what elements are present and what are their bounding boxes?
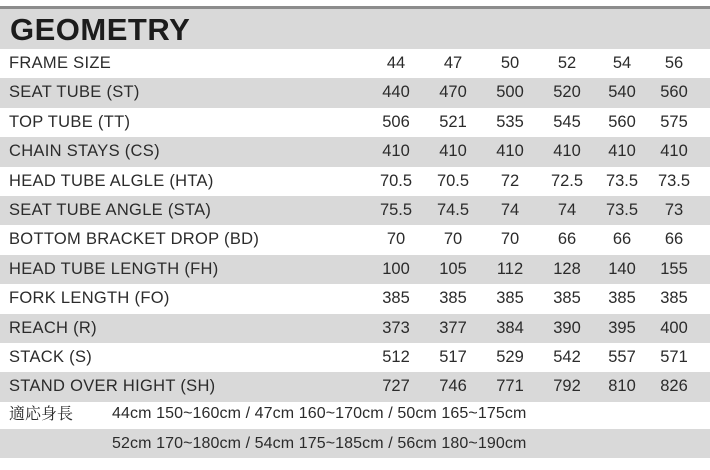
table-cell: 792 <box>553 377 581 396</box>
table-cell: 384 <box>496 318 524 337</box>
row-label: FORK LENGTH (FO) <box>9 289 170 308</box>
table-cell: 535 <box>496 112 524 131</box>
table-cell: 72 <box>500 171 520 190</box>
table-cell: 410 <box>496 142 524 161</box>
table-cell: 385 <box>496 289 524 308</box>
row-label: SEAT TUBE (ST) <box>9 83 140 102</box>
table-cell: 529 <box>496 347 524 366</box>
row-label: BOTTOM BRACKET DROP (BD) <box>9 230 260 249</box>
table-cell: 70.5 <box>379 171 413 190</box>
table-cell: 385 <box>553 289 581 308</box>
table-cell: 826 <box>660 377 688 396</box>
table-cell: 73.5 <box>605 171 639 190</box>
table-row <box>0 372 710 401</box>
table-cell: 746 <box>439 377 467 396</box>
row-label: TOP TUBE (TT) <box>9 112 131 131</box>
table-cell: 560 <box>608 112 636 131</box>
table-cell: 73 <box>664 200 684 219</box>
fit-row <box>0 429 710 459</box>
table-cell: 470 <box>439 83 467 102</box>
table-row <box>0 167 710 196</box>
table-cell: 727 <box>382 377 410 396</box>
row-label: CHAIN STAYS (CS) <box>9 142 160 161</box>
table-cell: 560 <box>660 83 688 102</box>
table-cell: 540 <box>608 83 636 102</box>
table-cell: 66 <box>664 230 684 249</box>
table-row <box>0 225 710 254</box>
table-cell: 105 <box>439 259 467 278</box>
table-cell: 521 <box>439 112 467 131</box>
table-cell: 410 <box>660 142 688 161</box>
row-label: HEAD TUBE ALGLE (HTA) <box>9 171 214 190</box>
fit-label: 適応身長 <box>9 404 74 423</box>
geometry-table <box>0 49 710 402</box>
size-header: 47 <box>443 54 463 72</box>
table-cell: 517 <box>439 347 467 366</box>
table-cell: 73.5 <box>657 171 691 190</box>
table-cell: 810 <box>608 377 636 396</box>
table-cell: 400 <box>660 318 688 337</box>
table-cell: 512 <box>382 347 410 366</box>
table-cell: 545 <box>553 112 581 131</box>
size-header: 52 <box>557 54 577 72</box>
fit-row <box>0 399 710 429</box>
table-cell: 390 <box>553 318 581 337</box>
table-cell: 410 <box>382 142 410 161</box>
row-label: STAND OVER HIGHT (SH) <box>9 377 216 396</box>
table-cell: 70 <box>500 230 520 249</box>
table-row <box>0 137 710 166</box>
table-body <box>0 78 710 401</box>
table-cell: 74 <box>557 200 577 219</box>
table-cell: 74.5 <box>436 200 470 219</box>
header-row <box>0 49 710 78</box>
table-cell: 385 <box>660 289 688 308</box>
fit-line: 52cm 170~180cm / 54cm 175~185cm / 56cm 180~190cm <box>112 434 527 452</box>
size-header: 54 <box>612 54 632 72</box>
page-title: GEOMETRY <box>10 12 191 47</box>
row-label: SEAT TUBE ANGLE (STA) <box>9 200 212 219</box>
size-header: 50 <box>500 54 520 72</box>
table-cell: 155 <box>660 259 688 278</box>
table-cell: 506 <box>382 112 410 131</box>
size-header: 44 <box>386 54 406 72</box>
table-cell: 377 <box>439 318 467 337</box>
table-cell: 373 <box>382 318 410 337</box>
table-row <box>0 343 710 372</box>
table-cell: 66 <box>612 230 632 249</box>
table-cell: 771 <box>496 377 524 396</box>
table-cell: 385 <box>439 289 467 308</box>
table-cell: 72.5 <box>550 171 584 190</box>
table-cell: 70 <box>386 230 406 249</box>
table-cell: 575 <box>660 112 688 131</box>
table-cell: 112 <box>496 259 524 278</box>
table-row <box>0 284 710 313</box>
table-cell: 70.5 <box>436 171 470 190</box>
table-cell: 500 <box>496 83 524 102</box>
table-cell: 520 <box>553 83 581 102</box>
table-cell: 74 <box>500 200 520 219</box>
table-row <box>0 255 710 284</box>
table-row <box>0 78 710 107</box>
table-cell: 440 <box>382 83 410 102</box>
fit-line: 44cm 150~160cm / 47cm 160~170cm / 50cm 165~175cm <box>112 405 527 422</box>
table-cell: 66 <box>557 230 577 249</box>
table-cell: 75.5 <box>379 200 413 219</box>
size-header: 56 <box>664 54 684 72</box>
table-cell: 385 <box>608 289 636 308</box>
fit-section <box>0 399 710 458</box>
table-row <box>0 196 710 225</box>
table-cell: 100 <box>382 259 410 278</box>
table-cell: 385 <box>382 289 410 308</box>
table-cell: 542 <box>553 347 581 366</box>
title-bar <box>0 9 710 49</box>
table-cell: 557 <box>608 347 636 366</box>
row-label: REACH (R) <box>9 318 97 337</box>
header-label: FRAME SIZE <box>9 54 112 72</box>
table-cell: 70 <box>443 230 463 249</box>
table-cell: 73.5 <box>605 200 639 219</box>
table-cell: 140 <box>608 259 636 278</box>
table-cell: 395 <box>608 318 636 337</box>
row-label: HEAD TUBE LENGTH (FH) <box>9 259 219 278</box>
table-cell: 410 <box>439 142 467 161</box>
table-cell: 128 <box>553 259 581 278</box>
table-cell: 571 <box>660 347 688 366</box>
row-label: STACK (S) <box>9 347 93 366</box>
table-row <box>0 314 710 343</box>
table-row <box>0 108 710 137</box>
table-cell: 410 <box>608 142 636 161</box>
table-cell: 410 <box>553 142 581 161</box>
